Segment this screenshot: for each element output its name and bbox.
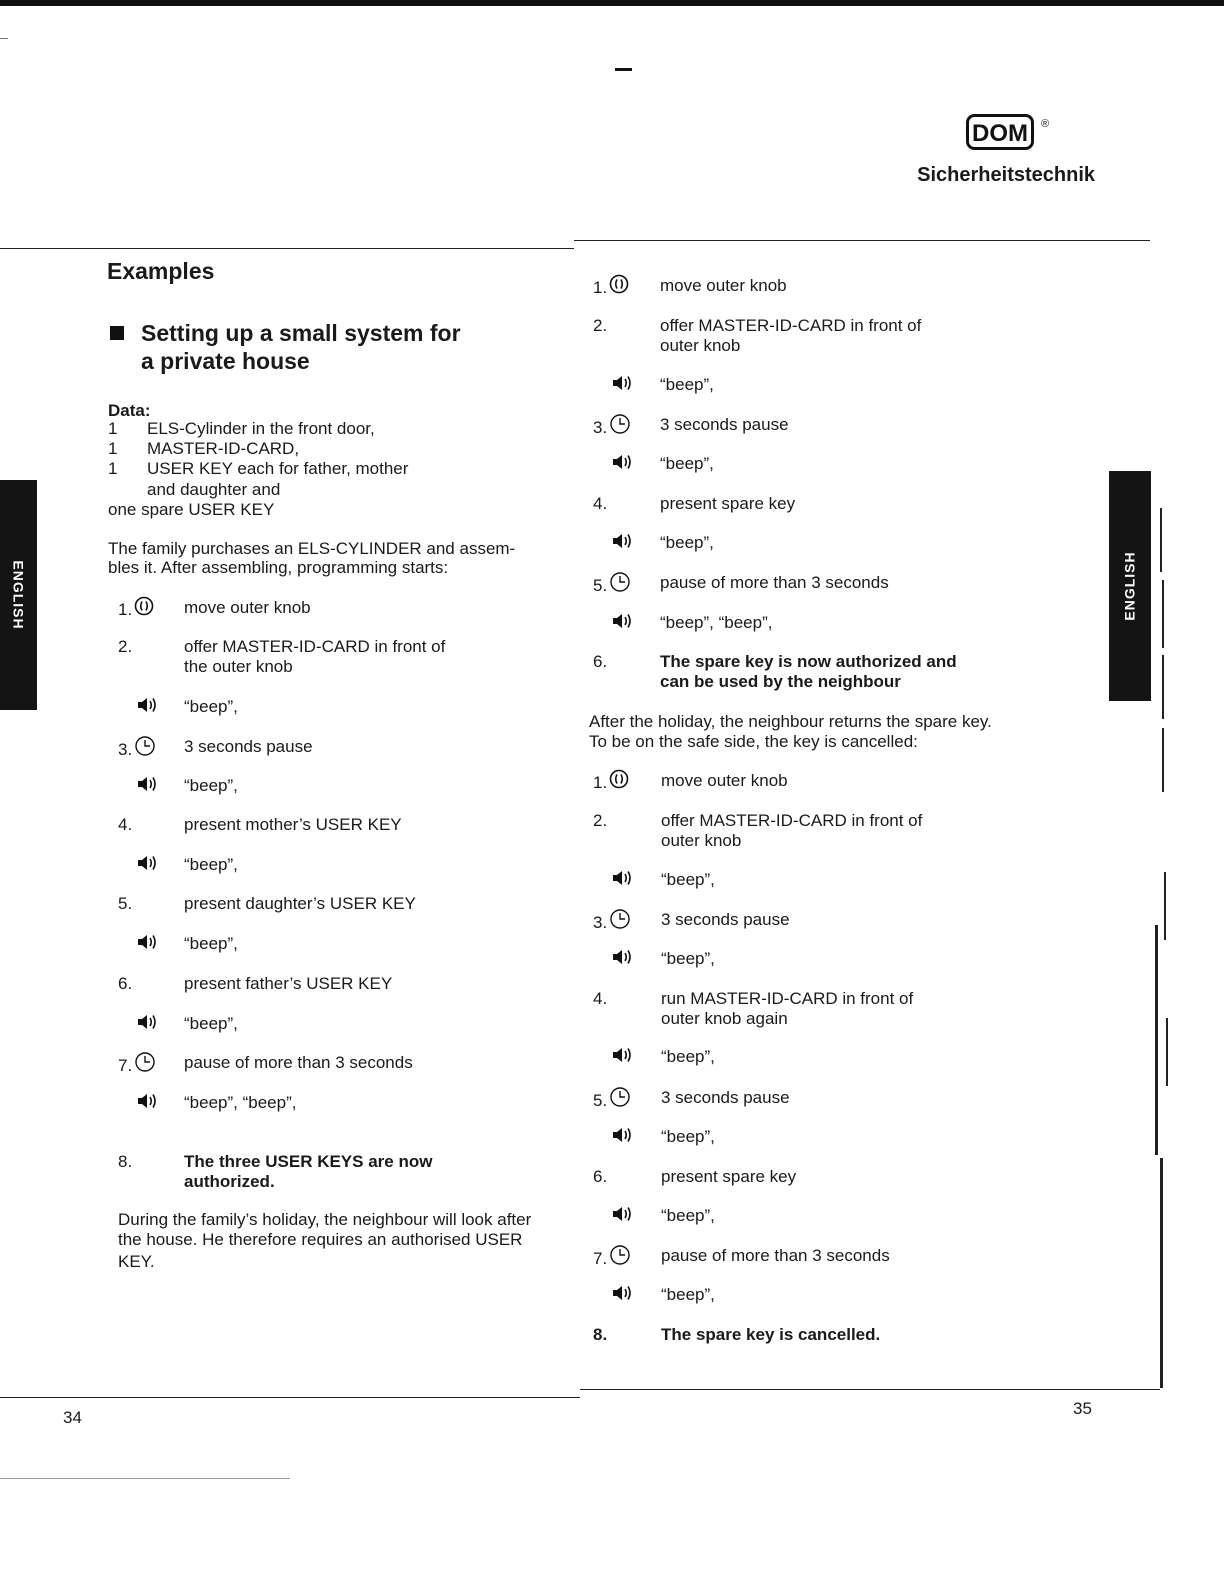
step-text-line2: outer knob again <box>661 1009 788 1028</box>
bottom-scan-line <box>0 1478 290 1479</box>
step-text-line1: “beep”, <box>660 533 714 552</box>
step-text <box>660 494 980 514</box>
step-text <box>661 771 981 791</box>
speaker-icon <box>611 1283 635 1308</box>
data-qty-3: 1 <box>108 459 118 478</box>
step-marker <box>593 415 631 440</box>
step-marker <box>593 989 607 1009</box>
step-text-line1: present spare key <box>660 494 796 513</box>
step-marker <box>593 771 629 794</box>
step-marker <box>593 811 607 831</box>
step-text-line1: “beep”, “beep”, <box>660 613 773 632</box>
subsection-title-line2: a private house <box>141 348 310 374</box>
step-text-line2: outer knob <box>660 336 741 355</box>
step-number: 3. <box>593 912 608 932</box>
step-text-line1: 3 seconds pause <box>661 910 790 929</box>
step-text-line1: “beep”, <box>660 375 714 394</box>
step-text <box>184 1093 504 1113</box>
step-marker <box>593 573 631 598</box>
step-text <box>184 815 504 835</box>
bullet-square-icon <box>110 326 124 340</box>
step-marker <box>593 652 607 672</box>
step-text <box>660 316 980 356</box>
language-tab-left: ENGLISH <box>0 480 37 710</box>
step-text <box>184 637 504 677</box>
step-text <box>661 1167 981 1187</box>
step-marker <box>118 737 156 762</box>
speaker-icon <box>611 531 635 556</box>
speaker-icon <box>136 932 160 957</box>
step-marker <box>593 316 607 336</box>
outro-line2: the house. He therefore requires an authorised USER <box>118 1230 523 1249</box>
step-marker <box>593 1127 635 1150</box>
language-tab-right: ENGLISH <box>1109 471 1151 701</box>
step-text <box>660 613 980 633</box>
step-marker <box>118 815 132 835</box>
step-text <box>660 415 980 435</box>
step-marker <box>593 1047 635 1070</box>
step-text <box>661 1246 981 1266</box>
step-number: 2. <box>593 316 608 335</box>
step-text-line1: offer MASTER-ID-CARD in front of <box>661 811 923 830</box>
data-qty-1: 1 <box>108 419 118 438</box>
step-text-line2: can be used by the neighbour <box>660 672 901 691</box>
step-text-line1: 3 seconds pause <box>661 1088 790 1107</box>
step-text-line1: “beep”, <box>661 1047 715 1066</box>
step-marker <box>593 1285 635 1308</box>
step-number: 6. <box>593 1167 608 1186</box>
step-number: 5. <box>118 894 133 913</box>
step-text <box>660 573 980 593</box>
page-number-right: 35 <box>1073 1399 1092 1418</box>
step-number: 3. <box>593 417 608 437</box>
step-text <box>184 974 504 994</box>
registered-mark: ® <box>1041 118 1050 130</box>
clock-icon <box>609 571 631 598</box>
clock-icon <box>609 413 631 440</box>
page-number-left: 34 <box>63 1408 82 1427</box>
dom-logo <box>966 114 1034 150</box>
step-text-line1: pause of more than 3 seconds <box>660 573 889 592</box>
step-number: 5. <box>593 1090 608 1110</box>
step-marker <box>118 1152 132 1172</box>
bottom-rule-right <box>580 1389 1160 1390</box>
speaker-icon <box>611 1204 635 1229</box>
page-edge-mark <box>1164 872 1166 940</box>
step-text <box>661 870 981 890</box>
step-text-line1: move outer knob <box>184 598 311 617</box>
step-number: 1. <box>593 277 608 297</box>
step-text-line1: The spare key is now authorized and <box>660 652 957 671</box>
step-marker <box>593 1325 607 1345</box>
step-text-line2: the outer knob <box>184 657 293 676</box>
speaker-icon <box>136 853 160 878</box>
mid-line2: To be on the safe side, the key is cancelled: <box>589 732 918 751</box>
step-text-line1: “beep”, <box>184 776 238 795</box>
step-text <box>661 989 981 1029</box>
step-text <box>661 949 981 969</box>
svg-text:DOM: DOM <box>972 120 1028 147</box>
speaker-icon <box>136 695 160 720</box>
speaker-icon <box>136 1012 160 1037</box>
step-text <box>661 1047 981 1067</box>
step-marker <box>118 894 132 914</box>
subsection-title-line1: Setting up a small system for <box>141 320 461 346</box>
step-text <box>660 276 980 296</box>
step-text-line1: The spare key is cancelled. <box>661 1325 881 1344</box>
scan-speck <box>0 38 8 39</box>
speaker-icon <box>611 947 635 972</box>
step-marker <box>593 533 635 556</box>
step-text-line1: present father’s USER KEY <box>184 974 393 993</box>
step-text <box>184 1152 504 1192</box>
step-number: 5. <box>593 575 608 595</box>
knob-icon <box>609 769 629 794</box>
step-text <box>184 934 504 954</box>
step-marker <box>593 1246 631 1271</box>
step-marker <box>593 613 635 636</box>
page-edge-mark <box>1166 1018 1168 1086</box>
step-number: 4. <box>118 815 133 834</box>
data-last: one spare USER KEY <box>108 500 275 519</box>
step-text <box>661 1206 981 1226</box>
step-marker <box>593 276 629 299</box>
data-qty-2: 1 <box>108 439 118 458</box>
step-text <box>661 1285 981 1305</box>
speaker-icon <box>136 1091 160 1116</box>
speaker-icon <box>611 452 635 477</box>
step-marker <box>593 494 607 514</box>
clock-icon <box>134 1051 156 1078</box>
step-marker <box>593 910 631 935</box>
step-text <box>661 910 981 930</box>
step-marker <box>593 870 635 893</box>
step-marker <box>593 454 635 477</box>
step-text <box>660 454 980 474</box>
step-marker <box>118 697 160 720</box>
step-text-line2: outer knob <box>661 831 742 850</box>
step-text-line1: “beep”, <box>661 949 715 968</box>
data-label: Data: <box>108 401 151 420</box>
top-scan-border <box>0 0 1224 6</box>
step-number: 8. <box>593 1325 608 1344</box>
step-marker <box>118 855 160 878</box>
step-marker <box>593 375 635 398</box>
step-text <box>184 776 504 796</box>
step-text-line1: offer MASTER-ID-CARD in front of <box>660 316 922 335</box>
step-text-line1: “beep”, “beep”, <box>184 1093 297 1112</box>
clock-icon <box>134 735 156 762</box>
step-number: 8. <box>118 1152 133 1171</box>
step-text-line1: present mother’s USER KEY <box>184 815 402 834</box>
knob-icon <box>609 274 629 299</box>
step-text <box>184 598 504 618</box>
step-marker <box>593 1088 631 1113</box>
data-item-1: ELS-Cylinder in the front door, <box>147 419 375 438</box>
step-text-line1: move outer knob <box>661 771 788 790</box>
step-text <box>661 811 981 851</box>
bottom-rule-left <box>0 1397 580 1398</box>
step-text-line1: move outer knob <box>660 276 787 295</box>
step-marker <box>118 637 132 657</box>
step-text <box>660 375 980 395</box>
top-rule-right <box>574 240 1150 241</box>
step-marker <box>118 974 132 994</box>
page-edge-mark <box>1162 728 1164 792</box>
step-text-line1: “beep”, <box>660 454 714 473</box>
knob-icon <box>134 596 154 621</box>
step-number: 4. <box>593 989 608 1008</box>
speaker-icon <box>611 373 635 398</box>
step-number: 6. <box>118 974 133 993</box>
step-text <box>661 1127 981 1147</box>
step-marker <box>118 598 154 621</box>
speaker-icon <box>611 611 635 636</box>
step-text-line1: “beep”, <box>184 855 238 874</box>
step-number: 3. <box>118 739 133 759</box>
step-text-line1: present spare key <box>661 1167 797 1186</box>
step-number: 4. <box>593 494 608 513</box>
step-number: 2. <box>118 637 133 656</box>
step-marker <box>593 949 635 972</box>
step-text <box>184 855 504 875</box>
data-item-3: USER KEY each for father, mother <box>147 459 409 478</box>
data-item-2: MASTER-ID-CARD, <box>147 439 300 458</box>
step-text-line1: “beep”, <box>184 1014 238 1033</box>
page-edge-mark <box>1160 1158 1163 1388</box>
clock-icon <box>609 1244 631 1271</box>
step-text-line1: “beep”, <box>661 1206 715 1225</box>
brand-name: Sicherheitstechnik <box>917 164 1095 186</box>
outro-line1: During the family’s holiday, the neighbour will look after <box>118 1210 532 1229</box>
step-text-line1: “beep”, <box>661 1285 715 1304</box>
step-text-line1: pause of more than 3 seconds <box>661 1246 890 1265</box>
step-text-line1: “beep”, <box>184 934 238 953</box>
intro-line2: bles it. After assembling, programming starts: <box>108 558 449 577</box>
step-number: 6. <box>593 652 608 671</box>
section-title: Examples <box>107 258 215 284</box>
step-text-line1: The three USER KEYS are now <box>184 1152 433 1171</box>
step-text-line2: authorized. <box>184 1172 275 1191</box>
speaker-icon <box>611 1125 635 1150</box>
step-text <box>660 652 980 692</box>
speaker-icon <box>611 1045 635 1070</box>
data-item-3-cont: and daughter and <box>147 480 281 499</box>
step-number: 1. <box>118 599 133 619</box>
step-marker <box>118 1053 156 1078</box>
step-marker <box>118 1093 160 1116</box>
step-text <box>660 533 980 553</box>
step-text-line1: offer MASTER-ID-CARD in front of <box>184 637 446 656</box>
speaker-icon <box>136 774 160 799</box>
top-rule-left <box>0 248 574 249</box>
step-text <box>661 1325 981 1345</box>
step-text-line1: “beep”, <box>184 697 238 716</box>
step-text <box>184 1053 504 1073</box>
step-text <box>184 894 504 914</box>
step-text-line1: pause of more than 3 seconds <box>184 1053 413 1072</box>
step-marker <box>593 1167 607 1187</box>
outro-line3: KEY. <box>118 1252 155 1271</box>
page-edge-mark <box>1162 655 1164 719</box>
top-dash-mark <box>615 68 632 71</box>
step-marker <box>118 934 160 957</box>
speaker-icon <box>611 868 635 893</box>
step-text <box>661 1088 981 1108</box>
step-text <box>184 1014 504 1034</box>
step-text-line1: “beep”, <box>661 1127 715 1146</box>
intro-line1: The family purchases an ELS-CYLINDER and assem- <box>108 539 516 558</box>
step-text <box>184 697 504 717</box>
mid-line1: After the holiday, the neighbour returns the spare key. <box>589 712 992 731</box>
page-edge-mark <box>1160 508 1162 572</box>
page-edge-mark <box>1162 580 1164 648</box>
step-text-line1: 3 seconds pause <box>660 415 789 434</box>
step-number: 2. <box>593 811 608 830</box>
page-edge-mark <box>1155 925 1158 1155</box>
step-text <box>184 737 504 757</box>
step-text-line1: run MASTER-ID-CARD in front of <box>661 989 914 1008</box>
step-marker <box>593 1206 635 1229</box>
clock-icon <box>609 1086 631 1113</box>
step-text-line1: “beep”, <box>661 870 715 889</box>
step-marker <box>118 776 160 799</box>
step-marker <box>118 1014 160 1037</box>
step-text-line1: present daughter’s USER KEY <box>184 894 416 913</box>
step-number: 7. <box>118 1055 133 1075</box>
step-number: 1. <box>593 772 608 792</box>
step-number: 7. <box>593 1248 608 1268</box>
step-text-line1: 3 seconds pause <box>184 737 313 756</box>
clock-icon <box>609 908 631 935</box>
